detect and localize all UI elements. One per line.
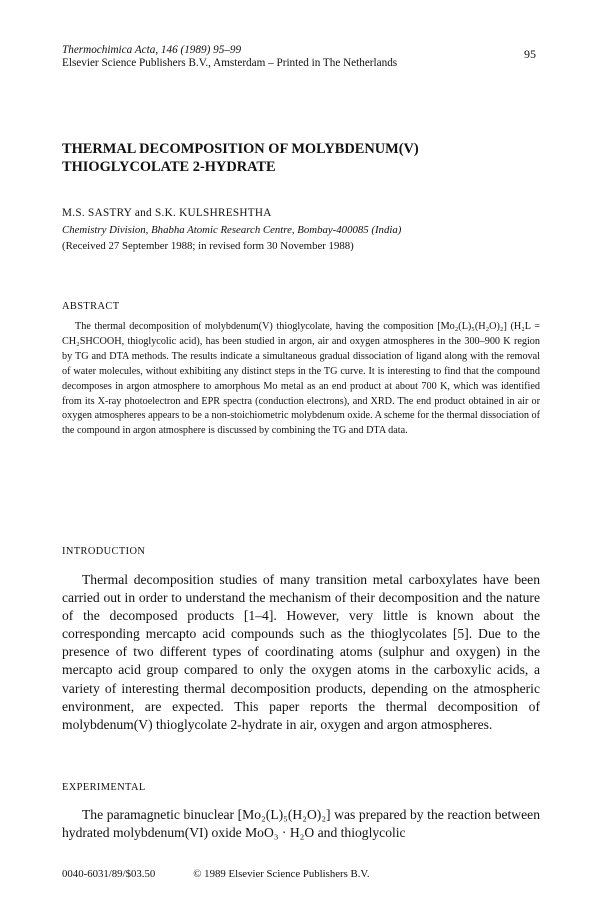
article-title-line-1: THERMAL DECOMPOSITION OF MOLYBDENUM(V) (62, 141, 419, 157)
publisher-line: Elsevier Science Publishers B.V., Amsterdam – Printed in The Netherlands (62, 57, 398, 69)
experimental-heading: EXPERIMENTAL (62, 782, 146, 793)
article-title-line-2: THIOGLYCOLATE 2-HYDRATE (62, 158, 276, 175)
introduction-body (62, 571, 540, 734)
copyright-notice: © 1989 Elsevier Science Publishers B.V. (193, 868, 370, 880)
received-dates: (Received 27 September 1988; in revised form 30 November 1988) (62, 240, 354, 252)
experimental-text: The paramagnetic binuclear [Mo₂(L)₅(H₂O)₂] was prepared by the reaction between hydrated molybdenum(VI) oxide MoO₃ · H₂O and thioglycolic (62, 807, 540, 840)
affiliation: Chemistry Division, Bhabha Atomic Research Centre, Bombay-400085 (India) (62, 224, 402, 236)
journal-citation: Thermochimica Acta, 146 (1989) 95–99 (62, 44, 242, 56)
article-title (62, 141, 542, 176)
page-number: 95 (524, 47, 536, 61)
page-footer (62, 868, 370, 880)
introduction-text: Thermal decomposition studies of many transition metal carboxylates have been carried out in order to understand the mechanism of their decomposition and the nature of the decomposed products [1–4]. However, very little is known about the corresponding mercapto acid compounds such as the thioglycolates [5]. Due to the presence of two different types of coordinating atoms (sulphur and oxygen) in the mercapto acid group compared to only the oxygen atoms in the carboxylic acids, a variety of interesting thermal decomposition products, depending on the atmospheric environment, are expected. This paper reports the thermal decomposition of molybdenum(V) thioglycolate 2-hydrate in air, oxygen and argon atmospheres. (62, 572, 540, 732)
experimental-body (62, 806, 540, 841)
authors: M.S. SASTRY and S.K. KULSHRESHTHA (62, 207, 272, 219)
abstract-heading: ABSTRACT (62, 301, 120, 312)
issn-price-code: 0040-6031/89/$03.50 (62, 868, 156, 880)
introduction-heading: INTRODUCTION (62, 546, 146, 557)
abstract-body (62, 320, 540, 439)
abstract-text: The thermal decomposition of molybdenum(V) thioglycolate, having the composition [Mo₂(L)₅(H₂O)₂] (H₂L = CH₂SHCOOH, thioglycolic acid), has been studied in argon, air and oxygen atmospheres in the 300–900 K region by TG and DTA methods. The results indicate a simultaneous gradual dissociation of ligand along with the removal of water molecules, without exhibiting any distinct steps in the TG curve. It is interesting to find that the compound decomposes in argon atmosphere to amorphous Mo metal as an end product at about 700 K, which was identified from its X-ray photoelectron and EPR spectra (conduction electrons), and XRD. The end product obtained in air or oxygen atmospheres appears to be a non-stoichiometric molybdenum oxide. A scheme for the thermal dissociation of the compound in argon atmosphere is discussed by combining the TG and DTA data. (62, 321, 540, 437)
